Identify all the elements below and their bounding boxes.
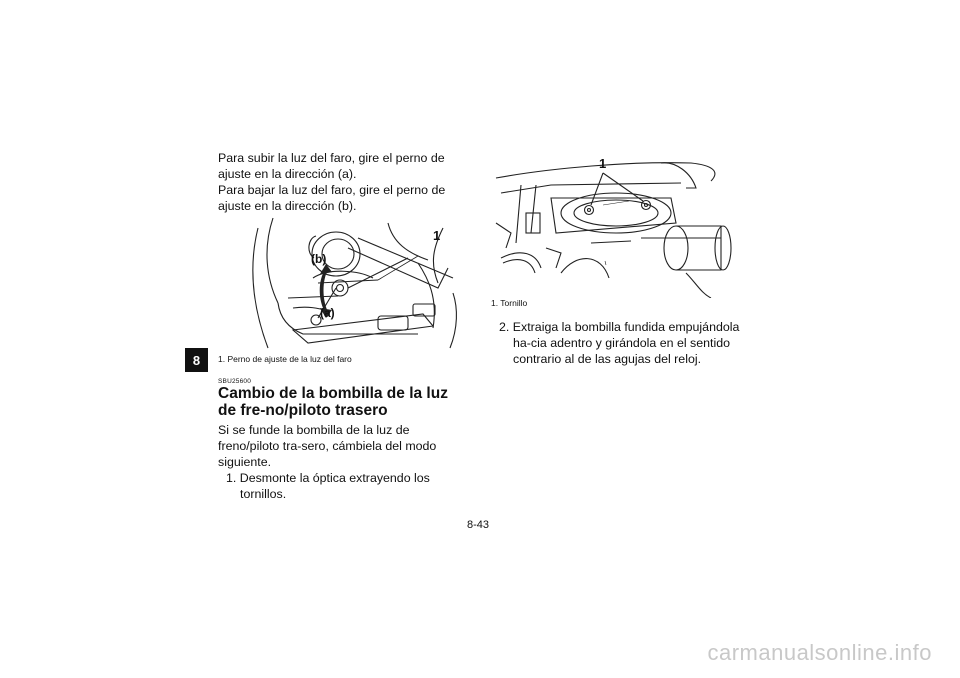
figure-1-label-a: (a) [320,306,335,320]
chapter-tab: 8 [185,348,208,372]
headlight-adjust-illustration [218,208,468,356]
page-number: 8-43 [467,519,490,531]
figure-2-caption: 1. Tornillo [491,298,528,308]
intro-paragraph-up: Para subir la luz del faro, gire el perno de ajuste en la dirección (a). [218,151,445,181]
section-body-text: Si se funde la bombilla de la luz de freno/piloto tra-sero, cámbiela del modo siguiente. [218,423,437,469]
figure-1-label-b: (b) [311,252,327,266]
tail-light-illustration [491,153,746,298]
figure-1-caption: 1. Perno de ajuste de la luz del faro [218,354,352,364]
tail-light-figure [491,153,746,298]
section-title: Cambio de la bombilla de la luz de fre-no/piloto trasero [218,385,448,419]
section-code: SBU25600 [218,378,252,385]
headlight-adjust-figure [218,208,468,356]
watermark: carmanualsonline.info [707,640,932,665]
figure-1-callout: 1 [433,228,441,243]
step-2: 2. Extraiga la bombilla fundida empujándola ha-cia adentro y girándola en el sentido contrario al de las agujas del reloj. [499,320,740,366]
intro-paragraph-down: Para bajar la luz del faro, gire el perno de ajuste en la dirección (b). [218,183,446,213]
step-1: 1. Desmonte la óptica extrayendo los tornillos. [226,471,430,501]
intro-text [218,150,468,214]
step-2-block [491,319,751,367]
figure-2-callout: 1 [599,156,607,171]
section-body [218,422,468,502]
